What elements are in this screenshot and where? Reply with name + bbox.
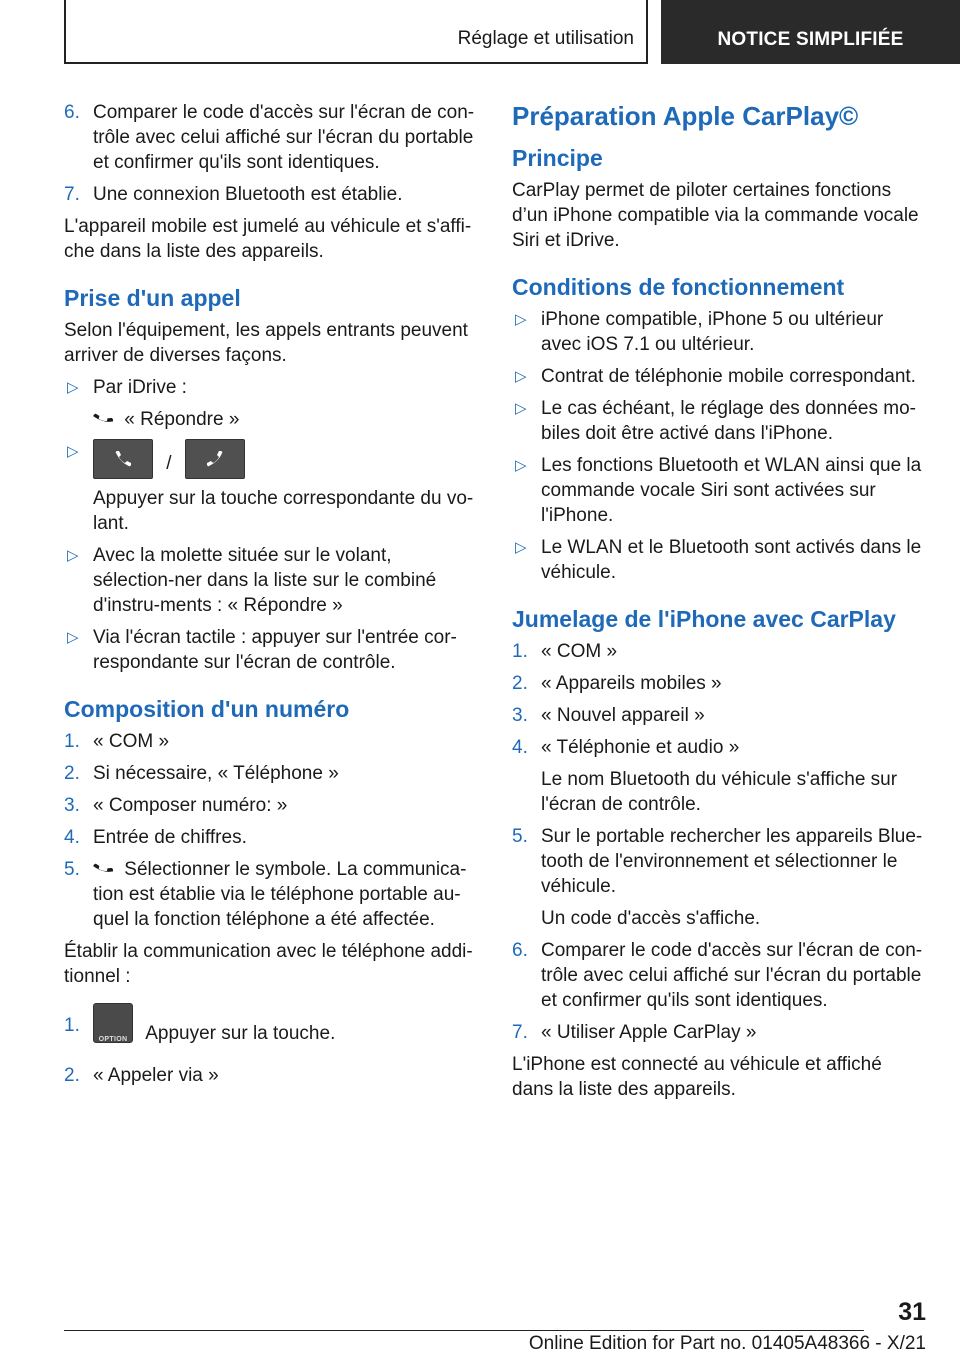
bullet-text: Les fonctions Bluetooth et WLAN ainsi que la commande vocale Siri sont activées sur l'iPhone. <box>541 455 922 526</box>
step-number: 1. <box>512 641 528 662</box>
bullet-triangle-icon: ▷ <box>67 443 79 460</box>
bullet-triangle-icon: ▷ <box>67 629 79 646</box>
step-text: Comparer le code d'accès sur l'écran de con-trôle avec celui affiché sur l'écran du portable et confirmer qu'ils sont identiques. <box>541 940 923 1011</box>
bullet-text: Avec la molette située sur le volant, sélection-ner dans la liste sur le combiné d'instru-ments : « Répondre » <box>93 545 437 616</box>
step-number: 2. <box>64 763 80 784</box>
paragraph: L'appareil mobile est jumelé au véhicule et s'affi-che dans la liste des appareils. <box>64 216 472 262</box>
key-separator: / <box>166 453 172 474</box>
step-number: 1. <box>64 731 80 752</box>
section-heading-principle: Principe <box>512 145 603 171</box>
bullet-triangle-icon: ▷ <box>515 368 527 385</box>
bullet-subline: Appuyer sur la touche correspondante du vo-lant. <box>93 488 474 534</box>
paragraph: Établir la communication avec le téléphone addi-tionnel : <box>64 941 473 987</box>
bullet-item <box>64 543 476 618</box>
footer-divider <box>64 1330 864 1331</box>
paragraph: L'iPhone est connecté au véhicule et affiché dans la liste des appareils. <box>512 1054 882 1100</box>
list-item <box>64 100 476 175</box>
bullet-item <box>512 364 928 389</box>
bullet-item <box>64 625 476 675</box>
step-number: 2. <box>512 673 528 694</box>
bullet-text: Contrat de téléphonie mobile correspondant. <box>541 366 916 387</box>
list-item <box>64 857 476 932</box>
bullet-text: Via l'écran tactile : appuyer sur l'entrée cor-respondante sur l'écran de contrôle. <box>93 627 457 673</box>
list-item <box>64 729 476 754</box>
section-heading-pairing: Jumelage de l'iPhone avec CarPlay <box>512 606 896 632</box>
list-item <box>512 703 928 728</box>
bullet-item <box>64 375 476 400</box>
step-number: 7. <box>512 1022 528 1043</box>
bullet-subline <box>64 407 476 432</box>
list-item <box>512 671 928 696</box>
step-text: Si nécessaire, « Téléphone » <box>93 763 339 784</box>
step-number: 3. <box>512 705 528 726</box>
phone-answer-icon <box>112 448 134 470</box>
step-number: 6. <box>64 102 80 123</box>
step-number: 3. <box>64 795 80 816</box>
list-item <box>512 938 928 1013</box>
phone-answer-icon <box>93 408 115 428</box>
step-text: « Utiliser Apple CarPlay » <box>541 1022 757 1043</box>
step-text: Sur le portable rechercher les appareils Blue-tooth de l'environnement et sélectionner le véhicule. <box>541 826 923 897</box>
list-item <box>64 825 476 850</box>
bullet-triangle-icon: ▷ <box>515 311 527 328</box>
list-item <box>512 824 928 899</box>
bullet-text: iPhone compatible, iPhone 5 ou ultérieur avec iOS 7.1 ou ultérieur. <box>541 309 884 355</box>
list-item <box>64 182 476 207</box>
step-number: 4. <box>64 827 80 848</box>
step-text: « Nouvel appareil » <box>541 705 705 726</box>
bullet-triangle-icon: ▷ <box>67 379 79 396</box>
bullet-item <box>512 453 928 528</box>
left-column <box>64 100 476 1095</box>
step-number: 4. <box>512 737 528 758</box>
page-title: Préparation Apple CarPlay© <box>512 101 859 131</box>
bullet-text: Le cas échéant, le réglage des données mo-biles doit être activé dans l'iPhone. <box>541 398 916 444</box>
bullet-item <box>512 535 928 585</box>
bullet-triangle-icon: ▷ <box>515 539 527 556</box>
step-text: « Appeler via » <box>93 1065 219 1086</box>
footer-edition: Online Edition for Part no. 01405A48366 - X/21 <box>528 1333 926 1354</box>
step-text: Entrée de chiffres. <box>93 827 247 848</box>
step-number: 5. <box>64 859 80 880</box>
step-text: « Téléphonie et audio » <box>541 737 740 758</box>
paragraph: CarPlay permet de piloter certaines fonctions d’un iPhone compatible via la commande vocale Siri et iDrive. <box>512 180 919 251</box>
header-section-title: Réglage et utilisation <box>457 28 634 49</box>
phone-hangup-icon <box>204 448 226 470</box>
bullet-triangle-icon: ▷ <box>67 547 79 564</box>
list-item <box>64 1063 476 1088</box>
list-item <box>512 735 928 760</box>
step-text: Comparer le code d'accès sur l'écran de con-trôle avec celui affiché sur l'écran du portable et confirmer qu'ils sont identiques. <box>93 102 475 173</box>
phone-answer-icon <box>93 858 115 878</box>
step-text: « COM » <box>541 641 618 662</box>
bullet-text: Par iDrive : <box>93 377 187 398</box>
step-number: 5. <box>512 826 528 847</box>
step-note: Un code d'accès s'affiche. <box>541 908 761 929</box>
list-item <box>64 1003 476 1056</box>
step-number: 2. <box>64 1065 80 1086</box>
bullet-item <box>512 307 928 357</box>
step-text: « Composer numéro: » <box>93 795 288 816</box>
right-column <box>512 100 928 1109</box>
bullet-text: Le WLAN et le Bluetooth sont activés dans le véhicule. <box>541 537 922 583</box>
list-item <box>64 761 476 786</box>
section-heading-call: Prise d'un appel <box>64 285 241 311</box>
option-key-label: OPTION <box>98 1036 128 1043</box>
section-heading-conditions: Conditions de fonctionnement <box>512 274 845 300</box>
step-text: « Appareils mobiles » <box>541 673 722 694</box>
list-item <box>64 793 476 818</box>
bullet-item <box>64 439 476 479</box>
step-text: « COM » <box>93 731 170 752</box>
section-heading-dial: Composition d'un numéro <box>64 696 350 722</box>
page-number: 31 <box>898 1298 926 1326</box>
paragraph: Selon l'équipement, les appels entrants peuvent arriver de diverses façons. <box>64 320 468 366</box>
step-number: 6. <box>512 940 528 961</box>
list-item <box>512 639 928 664</box>
step-note: Le nom Bluetooth du véhicule s'affiche sur l'écran de contrôle. <box>541 769 898 815</box>
step-number: 7. <box>64 184 80 205</box>
bullet-sub-text: « Répondre » <box>124 409 240 430</box>
header-tab: NOTICE SIMPLIFIÉE <box>661 0 960 64</box>
step-text: Une connexion Bluetooth est établie. <box>93 184 403 205</box>
steering-key-answer <box>93 439 153 479</box>
bullet-triangle-icon: ▷ <box>515 457 527 474</box>
steering-key-hangup <box>185 439 245 479</box>
step-text: Appuyer sur la touche. <box>145 1023 336 1044</box>
bullet-triangle-icon: ▷ <box>515 400 527 417</box>
step-text: Sélectionner le symbole. La communica-tion est établie via le téléphone portable au-quel la fonction téléphone a été affectée. <box>93 859 467 930</box>
bullet-item <box>512 396 928 446</box>
step-number: 1. <box>64 1015 80 1036</box>
option-key-icon <box>93 1003 133 1043</box>
list-item <box>512 1020 928 1045</box>
